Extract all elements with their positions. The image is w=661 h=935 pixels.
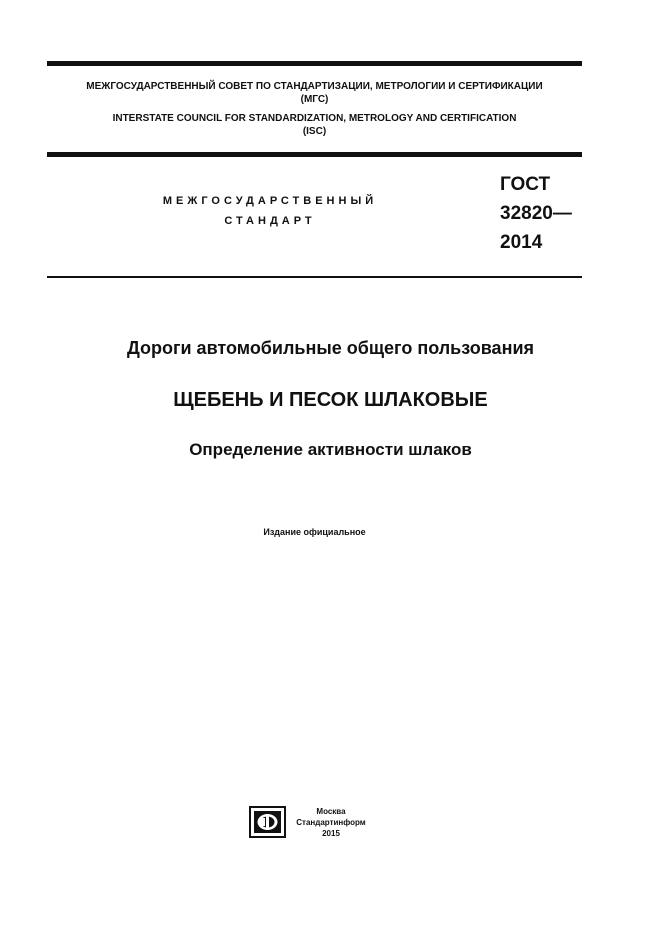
bottom-rule [47, 276, 582, 278]
council-ru [47, 80, 582, 106]
council-ru-name: МЕЖГОСУДАРСТВЕННЫЙ СОВЕТ ПО СТАНДАРТИЗАЦИИ, МЕТРОЛОГИИ И СЕРТИФИКАЦИИ [86, 81, 543, 92]
middle-rule [47, 152, 582, 157]
standard-kind-line1: МЕЖГОСУДАРСТВЕННЫЙ [162, 195, 378, 207]
gost-number: 32820— [500, 203, 572, 224]
gost-designation [500, 170, 572, 257]
edition-label: Издание официальное [263, 527, 366, 537]
document-title-road: Дороги автомобильные общего пользования [126, 338, 535, 358]
standartinform-logo-icon [249, 806, 286, 838]
document-title-main: ЩЕБЕНЬ И ПЕСОК ШЛАКОВЫЕ [173, 389, 488, 411]
council-en-name: INTERSTATE COUNCIL FOR STANDARDIZATION, METROLOGY AND CERTIFICATION [112, 113, 517, 124]
gost-year: 2014 [500, 232, 543, 253]
document-subtitle: Определение активности шлаков [189, 440, 472, 459]
standard-kind [120, 191, 420, 231]
council-en [47, 112, 582, 138]
publisher-city: Москва [316, 807, 346, 816]
top-rule [47, 61, 582, 66]
standard-kind-line2: СТАНДАРТ [224, 215, 316, 227]
gost-label: ГОСТ [500, 174, 551, 195]
council-en-abbr: (ISC) [302, 126, 327, 137]
publisher-name: Стандартинформ [296, 818, 366, 827]
council-ru-abbr: (МГС) [300, 94, 329, 105]
publisher-imprint [296, 806, 366, 839]
publisher-year: 2015 [322, 829, 340, 838]
